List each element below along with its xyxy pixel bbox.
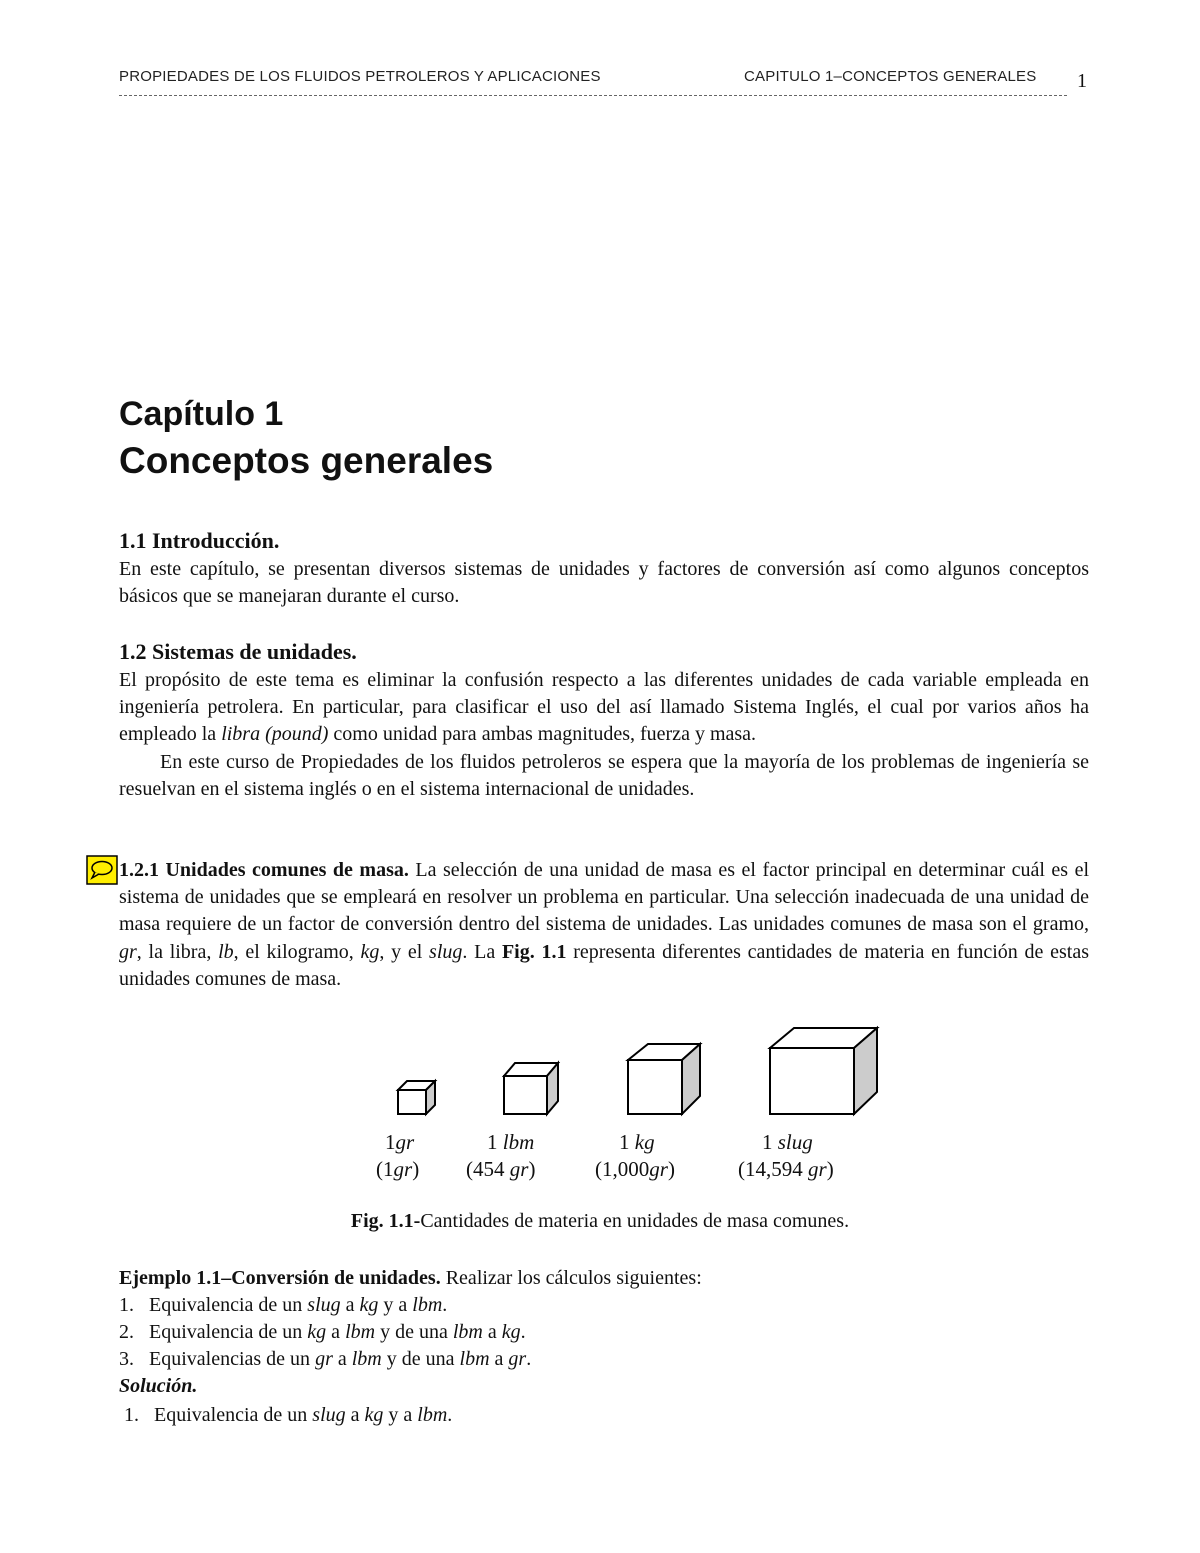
item-number: 1. [119, 1294, 134, 1316]
equiv-value: (1 [376, 1157, 394, 1181]
equiv-close: ) [826, 1157, 834, 1181]
cube-equiv-slug [738, 1157, 834, 1182]
equiv-value: (1,000 [595, 1157, 650, 1181]
text-run: . [526, 1348, 532, 1370]
section-1-1-heading: 1.1 Introducción. [119, 528, 280, 553]
section-1-2-paragraph [119, 667, 1089, 803]
cube-slug [770, 1028, 877, 1114]
solution-item-1 [124, 1404, 452, 1427]
section-1-2-p2: En este curso de Propiedades de los fluidos petroleros se espera que la mayoría de los problemas de ingeniería se resuelvan en el sistema inglés o en el sistema internacional de unidades. [119, 750, 1089, 800]
text-run: y de una [375, 1321, 453, 1343]
section-1-2-heading: 1.2 Sistemas de unidades. [119, 639, 357, 664]
text-run: . [520, 1321, 526, 1343]
text-run: a [345, 1404, 365, 1426]
unit-slug: slug [429, 940, 463, 963]
solution-label [119, 1375, 197, 1398]
unit-name: gr [395, 1130, 415, 1154]
section-1-2-1-paragraph [119, 857, 1089, 993]
header-divider [119, 95, 1067, 96]
unit: gr [315, 1348, 333, 1370]
unit-number: 1 [619, 1130, 630, 1154]
caption-label: Fig. 1.1- [350, 1210, 421, 1232]
unit-lb: lb [218, 940, 234, 963]
unit: kg [307, 1321, 327, 1343]
running-header-right: CAPITULO 1–CONCEPTOS GENERALES [744, 68, 1037, 85]
text-run: . La [462, 940, 496, 963]
cube-equiv-lbm [466, 1157, 535, 1182]
text-run: a [326, 1321, 346, 1343]
equiv-value: (14,594 [738, 1157, 808, 1181]
equiv-close: ) [667, 1157, 675, 1181]
unit: lbm [351, 1348, 382, 1370]
text-run: , la libra, [136, 940, 212, 963]
unit: gr [508, 1348, 527, 1370]
unit: kg [501, 1321, 521, 1343]
unit: lbm [345, 1321, 376, 1343]
equiv-close: ) [528, 1157, 536, 1181]
unit-gr: gr [119, 940, 137, 963]
unit-number: 1 [385, 1130, 396, 1154]
equiv-unit: gr [393, 1157, 413, 1181]
figure-caption [0, 1210, 1200, 1233]
example-item-3 [119, 1348, 531, 1371]
cube-equiv-gr [376, 1157, 419, 1182]
unit-number: 1 [487, 1130, 498, 1154]
text-run: La selección de una unidad de masa es el factor principal en determinar cuál es el sistema de unidades que se empleará en resolver un problema en particular. Una selección inadecuada de una unidad de masa requiere de un factor de conversión dentro del sistema de unidades. Las unidades comunes de masa son el gramo, [119, 859, 1090, 936]
example-title [119, 1267, 702, 1290]
running-header-left: PROPIEDADES DE LOS FLUIDOS PETROLEROS Y APLICACIONES [119, 68, 601, 85]
section-1-2-p1-a: El propósito de este tema es eliminar la confusión respecto a las diferentes unidades de cada variable empleada en ingeniería petrolera. En particular, para clasificar el uso del así llamado Sistema Inglés, el cual por varios años ha empleado la [119, 669, 1089, 746]
unit: lbm [412, 1294, 443, 1316]
figure-cubes [380, 1020, 890, 1120]
section-1-2-p1 [119, 667, 1089, 749]
cube-label-gr [385, 1130, 414, 1155]
text-run: representa diferentes cantidades de materia en función de estas unidades comunes de masa. [119, 940, 1090, 990]
section-1-2-1-heading: 1.2.1 Unidades comunes de masa. [119, 859, 409, 881]
section-1-2-p1-b: como unidad para ambas magnitudes, fuerza y masa. [333, 723, 757, 746]
text-run: a [332, 1348, 352, 1370]
comment-annotation-icon[interactable] [86, 855, 118, 885]
text-run: , y el [379, 940, 423, 963]
example-item-2 [119, 1321, 526, 1344]
text-run: a [340, 1294, 360, 1316]
example-title-text: Realizar los cálculos siguientes: [440, 1267, 702, 1289]
cube-gr [398, 1081, 435, 1114]
chapter-title: Conceptos generales [119, 440, 494, 481]
text-run: . [447, 1404, 453, 1426]
section-1-1-paragraph [119, 556, 1089, 610]
unit-name: slug [777, 1130, 813, 1154]
page-number: 1 [1077, 70, 1087, 92]
equiv-unit: gr [808, 1157, 827, 1181]
cube-label-lbm [487, 1130, 534, 1155]
text-run: y a [378, 1294, 413, 1316]
text-run: a [489, 1348, 509, 1370]
text-run: . [442, 1294, 448, 1316]
equiv-close: ) [412, 1157, 420, 1181]
item-number: 2. [119, 1321, 134, 1343]
text-run: Equivalencia de un [149, 1294, 308, 1316]
unit-kg: kg [360, 940, 380, 963]
unit-name: lbm [502, 1130, 535, 1154]
section-1-1-text: En este capítulo, se presentan diversos sistemas de unidades y factores de conversión así como algunos conceptos básicos que se manejaran durante el curso. [119, 558, 1089, 608]
cube-equiv-kg [595, 1157, 675, 1182]
cube-label-slug [762, 1130, 813, 1155]
text-run: Equivalencia de un [149, 1321, 308, 1343]
text-run: a [482, 1321, 502, 1343]
figure-reference: Fig. 1.1 [501, 940, 567, 963]
unit: slug [307, 1294, 341, 1316]
equiv-unit: gr [649, 1157, 668, 1181]
solution-label-text: Solución. [119, 1375, 198, 1397]
text-run: y a [383, 1404, 418, 1426]
text-run: Equivalencias de un [149, 1348, 316, 1370]
text-run: y de una [381, 1348, 460, 1370]
item-number: 3. [119, 1348, 134, 1370]
section-1-2-p1-em: libra (pound) [221, 723, 329, 746]
unit: lbm [459, 1348, 490, 1370]
unit: lbm [452, 1321, 483, 1343]
unit: kg [359, 1294, 379, 1316]
example-item-1 [119, 1294, 447, 1317]
text-run: , el kilogramo, [233, 940, 354, 963]
item-number: 1. [124, 1404, 139, 1426]
unit: lbm [417, 1404, 448, 1426]
unit: kg [364, 1404, 384, 1426]
text-run: Equivalencia de un [154, 1404, 313, 1426]
cube-kg [628, 1044, 700, 1114]
unit-number: 1 [762, 1130, 773, 1154]
equiv-unit: gr [509, 1157, 529, 1181]
cube-lbm [504, 1063, 558, 1114]
cube-label-kg [619, 1130, 655, 1155]
unit-name: kg [634, 1130, 655, 1154]
equiv-value: (454 [466, 1157, 510, 1181]
chapter-number: Capítulo 1 [119, 395, 284, 433]
unit: slug [312, 1404, 346, 1426]
caption-text: Cantidades de materia en unidades de masa comunes. [420, 1210, 850, 1232]
example-title-bold: Ejemplo 1.1–Conversión de unidades. [119, 1267, 441, 1289]
section-1-2-1-text [119, 857, 1089, 993]
